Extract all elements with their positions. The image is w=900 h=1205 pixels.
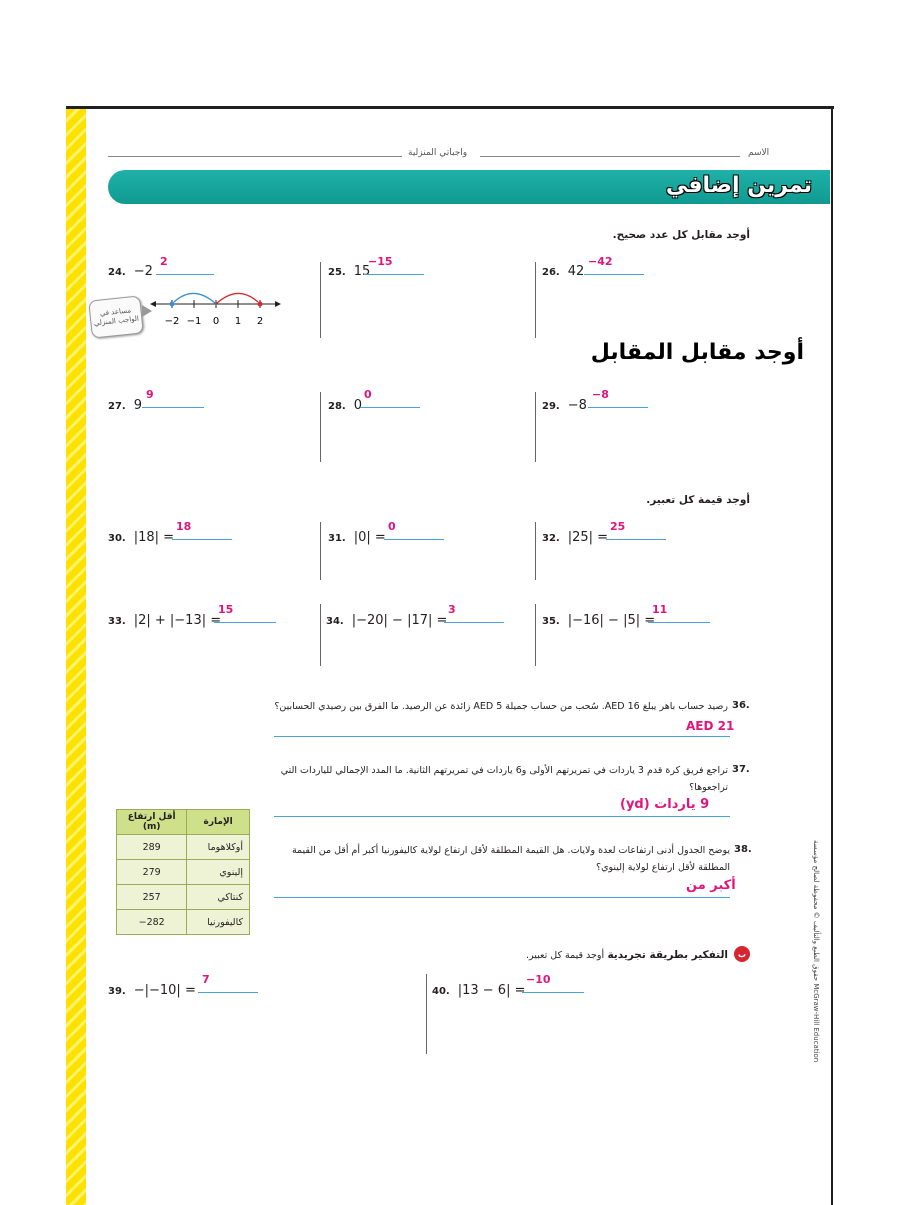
practice-badge-icon: ب — [734, 946, 750, 962]
tick-label: 1 — [234, 316, 242, 327]
section1-instruction: أوجد مقابل كل عدد صحيح. — [612, 229, 750, 241]
problem-30: 30. |18| = — [108, 530, 175, 545]
answer-32[interactable]: 25 — [606, 525, 666, 540]
homework-label: واجباتي المنزلية — [408, 148, 468, 158]
column-divider — [320, 262, 321, 338]
section3-instruction: التفكير بطريقة تجريدية أوجد قيمة كل تعبير. — [526, 949, 728, 961]
answer-31[interactable]: 0 — [384, 525, 444, 540]
tick-label: 0 — [212, 316, 220, 327]
problem-24: 24. −2 — [108, 264, 153, 279]
problem-33: 33. |2| + |−13| = — [108, 613, 222, 628]
column-divider — [426, 974, 427, 1054]
yellow-margin-stripe — [66, 109, 86, 1205]
column-divider — [535, 604, 536, 666]
copyright-notice: حقوق الطبع والتأليف © محفوظة لصالح مؤسسة McGraw-Hill Education — [812, 840, 820, 1063]
problem-34: 34. |−20| − |17| = — [326, 613, 448, 628]
answer-35[interactable]: 11 — [648, 608, 710, 623]
column-divider — [320, 522, 321, 580]
problem-35: 35. |−16| − |5| = — [542, 613, 656, 628]
table-header: الإمارة — [187, 810, 250, 835]
banner-title: تمرين إضافي — [665, 173, 812, 198]
table-row: −282 كاليفورنيا — [117, 910, 250, 935]
arrow-right-icon — [142, 305, 152, 317]
table-header: أقل ارتفاع (m) — [117, 810, 187, 835]
answer-30[interactable]: 18 — [172, 525, 232, 540]
answer-25[interactable]: −15 — [364, 260, 424, 275]
answer-38-line[interactable] — [274, 897, 730, 898]
table-row: 257 كنتاكي — [117, 885, 250, 910]
elevation-table — [116, 809, 250, 935]
answer-39[interactable]: 7 — [198, 978, 258, 993]
answer-40[interactable]: −10 — [522, 978, 584, 993]
answer-27[interactable]: 9 — [142, 393, 204, 408]
problem-36-number: 36. — [732, 700, 750, 711]
answer-36: AED 21 — [686, 719, 735, 733]
answer-28[interactable]: 0 — [360, 393, 420, 408]
table-row: 279 إلينوي — [117, 860, 250, 885]
answer-33[interactable]: 15 — [214, 608, 276, 623]
answer-34[interactable]: 3 — [444, 608, 504, 623]
problem-38-number: 38. — [734, 844, 752, 855]
answer-37: 9 ياردات (yd) — [620, 797, 710, 812]
tick-label: 2 — [256, 316, 264, 327]
problem-28: 28. 0 — [328, 398, 362, 413]
problem-25: 25. 15 — [328, 264, 371, 279]
name-field[interactable] — [108, 148, 778, 162]
right-rule — [831, 109, 833, 1205]
answer-38: أكبر من — [686, 878, 736, 893]
problem-31: 31. |0| = — [328, 530, 386, 545]
title-banner — [108, 170, 830, 204]
problem-36-text: رصيد حساب باهر يبلغ AED 16. سُحب من حساب جميلة AED 5 زائدة عن الرصيد. ما الفرق بين رصيدي الحسابين؟ — [274, 701, 728, 712]
column-divider — [535, 262, 536, 338]
answer-29[interactable]: −8 — [588, 393, 648, 408]
problem-27: 27. 9 — [108, 398, 142, 413]
column-divider — [320, 604, 321, 666]
column-divider — [535, 522, 536, 580]
problem-39: 39. −|−10| = — [108, 983, 196, 998]
problem-37-text: تراجع فريق كرة قدم 3 ياردات في تمريرتهم الأولى و6 ياردات في تمريرتهم الثانية. ما المدد الإجمالي للياردات التي تراجعوها؟ — [280, 765, 728, 793]
problem-37-number: 37. — [732, 764, 750, 775]
handwritten-note: أوجد مقابل المقابل — [590, 340, 804, 365]
top-rule — [66, 106, 834, 109]
problem-32: 32. |25| = — [542, 530, 609, 545]
problem-26: 26. 42 — [542, 264, 585, 279]
answer-36-line[interactable] — [274, 736, 730, 737]
answer-37-line[interactable] — [274, 816, 730, 817]
name-label: الاسم — [748, 148, 770, 158]
problem-29: 29. −8 — [542, 398, 587, 413]
number-line — [150, 282, 282, 330]
tick-label: −2 — [164, 316, 180, 327]
homework-help-badge[interactable]: مساعد في الواجب المنزلي — [88, 295, 144, 338]
table-row: 289 أوكلاهوما — [117, 835, 250, 860]
column-divider — [320, 392, 321, 462]
problem-40: 40. |13 − 6| = — [432, 983, 526, 998]
column-divider — [535, 392, 536, 462]
section2-instruction: أوجد قيمة كل تعبير. — [646, 494, 750, 506]
problem-38-text: يوضح الجدول أدنى ارتفاعات لعدة ولايات. هل القيمة المطلقة لأقل ارتفاع لولاية كاليفورنيا أكبر أم أقل من القيمة المطلقة لأقل ارتفاع لولاية إلينوي؟ — [291, 845, 730, 873]
answer-24[interactable]: 2 — [156, 260, 214, 275]
answer-26[interactable]: −42 — [584, 260, 644, 275]
tick-label: −1 — [186, 316, 202, 327]
